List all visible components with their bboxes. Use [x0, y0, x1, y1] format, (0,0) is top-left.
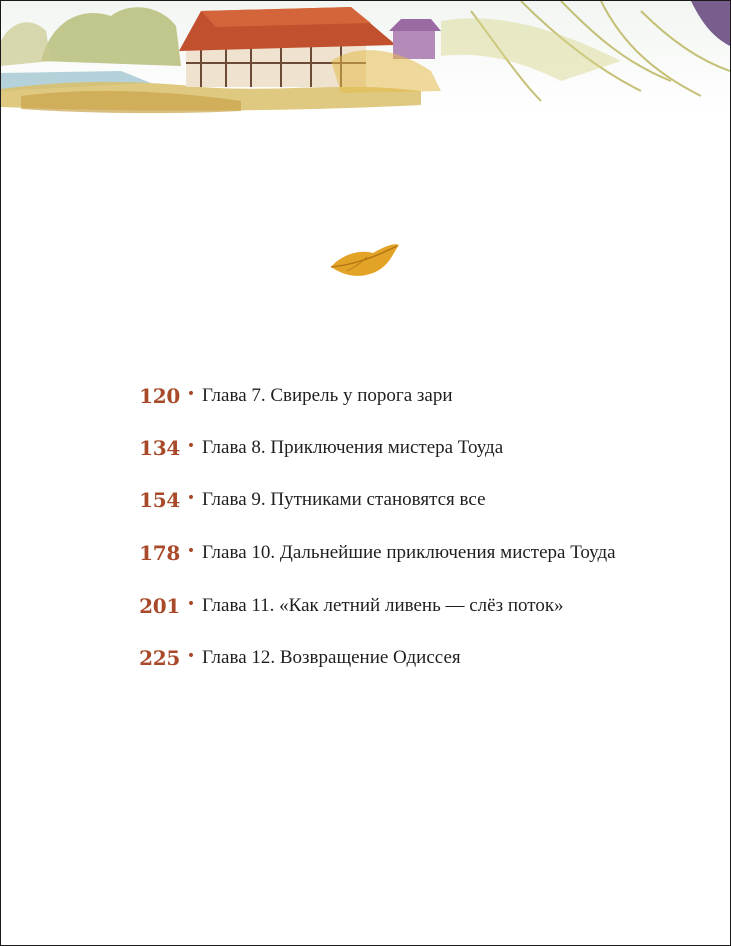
toc-entry[interactable]	[1, 483, 730, 517]
toc-entry[interactable]	[1, 431, 730, 465]
toc-entry[interactable]	[1, 641, 730, 675]
toc-chapter-title: Глава 8. Приключения мистера Тоуда	[202, 437, 504, 458]
toc-page-number: 120	[139, 384, 180, 408]
bullet-separator: •	[186, 490, 196, 506]
bullet-separator: •	[186, 648, 196, 664]
bullet-separator: •	[186, 543, 196, 559]
toc-entry[interactable]	[1, 536, 730, 570]
bullet-separator: •	[186, 438, 196, 454]
toc-chapter-title: Глава 10. Дальнейшие приключения мистера Тоуда	[202, 542, 616, 563]
autumn-leaf-icon	[327, 241, 403, 281]
watercolor-village-illustration	[1, 1, 730, 131]
toc-page-number: 178	[139, 541, 180, 565]
bullet-separator: •	[186, 596, 196, 612]
toc-chapter-title: Глава 7. Свирель у порога зари	[202, 385, 453, 406]
toc-page-number: 225	[139, 646, 180, 670]
toc-page-number: 201	[139, 594, 180, 618]
toc-chapter-title: Глава 9. Путниками становятся все	[202, 489, 486, 510]
toc-page-number: 154	[139, 488, 180, 512]
toc-entry[interactable]	[1, 589, 730, 623]
toc-chapter-title: Глава 11. «Как летний ливень — слёз поток»	[202, 595, 564, 616]
toc-page-number: 134	[139, 436, 180, 460]
toc-chapter-title: Глава 12. Возвращение Одиссея	[202, 647, 461, 668]
bullet-separator: •	[186, 386, 196, 402]
toc-entry[interactable]	[1, 379, 730, 413]
